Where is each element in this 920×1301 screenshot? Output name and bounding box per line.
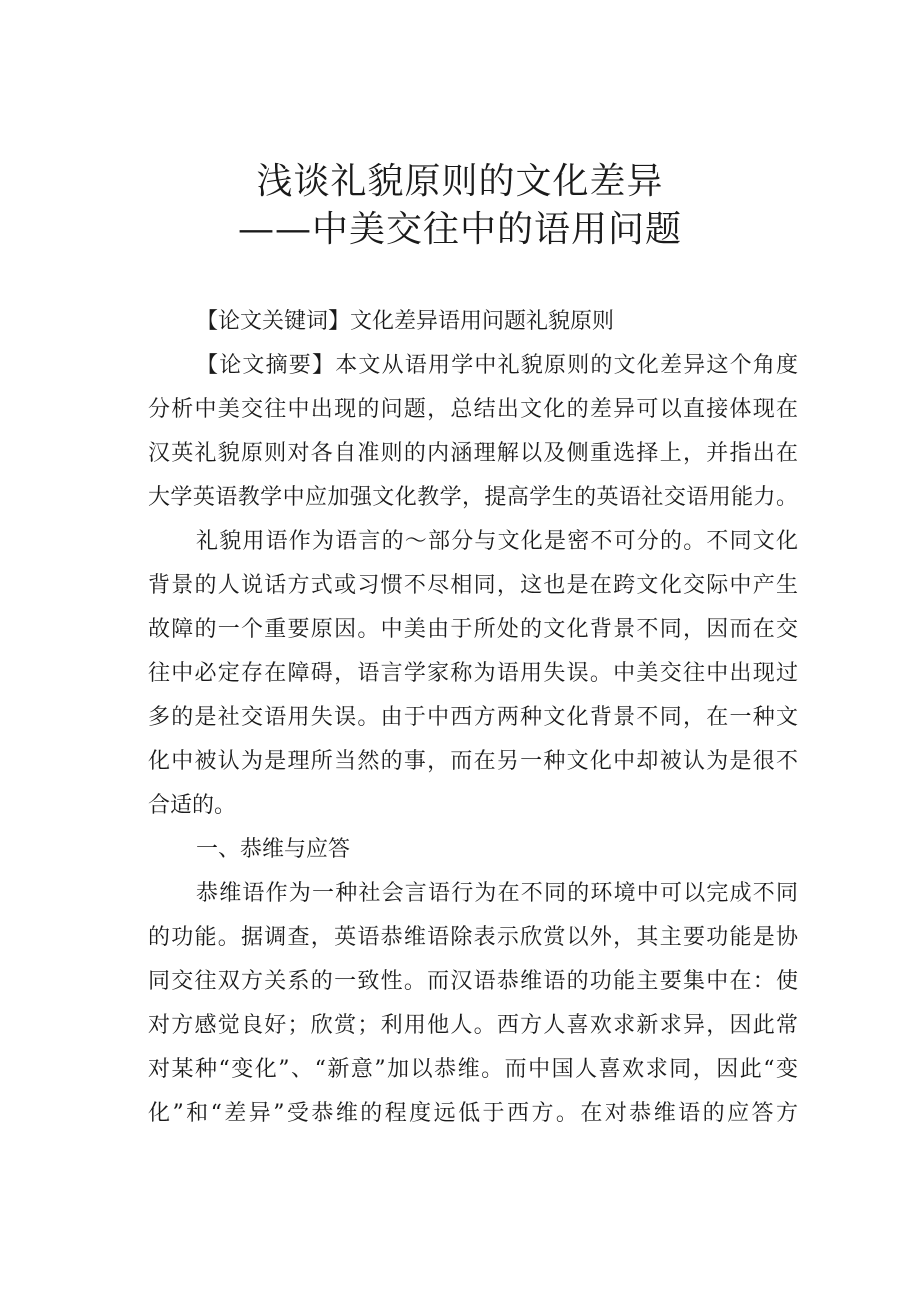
document-title: 浅谈礼貌原则的文化差异 — [256, 161, 664, 202]
body-line: 同交往双方关系的一致性。而汉语恭维语的功能主要集中在：使 — [148, 969, 798, 994]
body-line: 礼貌用语作为语言的～部分与文化是密不可分的。不同文化 — [196, 529, 798, 554]
body-line: 故障的一个重要原因。中美由于所处的文化背景不同，因而在交 — [148, 617, 798, 642]
abstract-line: 分析中美交往中出现的问题，总结出文化的差异可以直接体现在 — [148, 397, 798, 422]
body-line: 对方感觉良好；欣赏；利用他人。西方人喜欢求新求异，因此常 — [148, 1013, 798, 1038]
body-line: 多的是社交语用失误。由于中西方两种文化背景不同，在一种文 — [148, 705, 798, 730]
body-line: 恭维语作为一种社会言语行为在不同的环境中可以完成不同 — [196, 881, 798, 906]
abstract-line: 【论文摘要】本文从语用学中礼貌原则的文化差异这个角度 — [196, 353, 798, 378]
document-subtitle: ——中美交往中的语用问题 — [237, 209, 682, 250]
body-line: 往中必定存在障碍，语言学家称为语用失误。中美交往中出现过 — [148, 661, 798, 686]
body-line: 背景的人说话方式或习惯不尽相同，这也是在跨文化交际中产生 — [148, 573, 798, 598]
abstract-line: 汉英礼貌原则对各自准则的内涵理解以及侧重选择上，并指出在 — [148, 441, 798, 466]
body-line: 化”和“差异”受恭维的程度远低于西方。在对恭维语的应答方 — [148, 1101, 798, 1126]
body-line: 对某种“变化”、“新意”加以恭维。而中国人喜欢求同，因此“变 — [148, 1057, 798, 1082]
body-line: 的功能。据调查，英语恭维语除表示欣赏以外，其主要功能是协 — [148, 925, 798, 950]
body-line: 化中被认为是理所当然的事，而在另一种文化中却被认为是很不 — [148, 749, 798, 774]
keywords-line: 【论文关键词】文化差异语用问题礼貌原则 — [196, 309, 615, 334]
body-line: 合适的。 — [148, 793, 237, 818]
section-heading: 一、恭维与应答 — [196, 837, 351, 862]
abstract-line: 大学英语教学中应加强文化教学，提高学生的英语社交语用能力。 — [148, 485, 798, 510]
